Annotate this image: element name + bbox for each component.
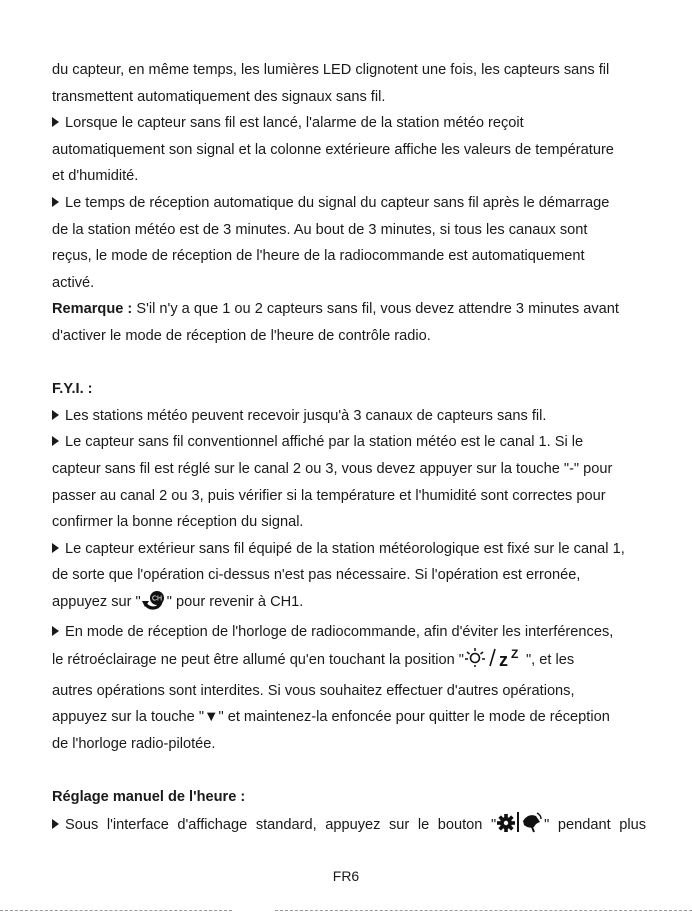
text-line: autres opérations sont interdites. Si vous souhaitez effectuer d'autres opérations, <box>52 682 575 699</box>
text-fragment: " pour revenir à CH1. <box>166 593 304 610</box>
text-line: de la station météo est de 3 minutes. Au bout de 3 minutes, si tous les canaux sont <box>52 221 588 238</box>
page-number: FR6 <box>332 868 360 884</box>
text-line: confirmer la bonne réception du signal. <box>52 514 304 531</box>
bullet-triangle-icon <box>52 117 59 127</box>
fyi-heading: F.Y.I. : <box>52 381 93 398</box>
bullet-text: Le capteur extérieur sans fil équipé de la station météorologique est fixé sur le canal 1, <box>65 540 625 557</box>
text-line: de sorte que l'opération ci-dessus n'est pas nécessaire. Si l'opération est erronée, <box>52 567 581 584</box>
footer-rule-left <box>0 910 232 911</box>
remark-text: S'il n'y a que 1 ou 2 capteurs sans fil, vous devez attendre 3 minutes avant <box>132 301 619 318</box>
gear-alarm-icon <box>496 811 544 843</box>
section-heading: Réglage manuel de l'heure : <box>52 789 246 806</box>
bullet-triangle-icon <box>52 197 59 207</box>
bullet-line <box>52 811 646 843</box>
text-line: de l'horloge radio-pilotée. <box>52 735 216 752</box>
remark-line <box>52 296 646 323</box>
text-line: passer au canal 2 ou 3, puis vérifier si la température et l'humidité sont correctes pour <box>52 487 606 504</box>
bullet-triangle-icon <box>52 819 59 829</box>
bullet-text: Le temps de réception automatique du signal du capteur sans fil après le démarrage <box>65 194 610 211</box>
text-line: capteur sans fil est réglé sur le canal 2 ou 3, vous devez appuyer sur la touche "-" pour <box>52 460 613 477</box>
bullet-line <box>52 536 646 563</box>
bullet-triangle-icon <box>52 543 59 553</box>
bullet-triangle-icon <box>52 436 59 446</box>
text-line: appuyez sur la touche "▼" et maintenez-la enfoncée pour quitter le mode de réception <box>52 709 610 726</box>
light-snooze-icon <box>464 646 526 678</box>
text-fragment: " pendant plus <box>544 816 646 833</box>
footer-rule-right <box>275 910 692 911</box>
svg-text:Z: Z <box>511 647 519 662</box>
text-line: et d'humidité. <box>52 168 139 185</box>
document-body <box>52 57 646 842</box>
svg-text:CH: CH <box>151 595 162 603</box>
svg-text:z: z <box>499 650 508 669</box>
text-line: reçus, le mode de réception de l'heure de la radiocommande est automatiquement <box>52 248 585 265</box>
text-fragment: Sous l'interface d'affichage standard, appuyez sur le bouton " <box>65 816 497 833</box>
bullet-text: Les stations météo peuvent recevoir jusqu'à 3 canaux de capteurs sans fil. <box>65 407 547 424</box>
bullet-text: Lorsque le capteur sans fil est lancé, l'alarme de la station météo reçoit <box>65 115 524 132</box>
bullet-text: En mode de réception de l'horloge de radiocommande, afin d'éviter les interférences, <box>65 624 614 641</box>
bullet-line <box>52 619 646 646</box>
text-fragment: le rétroéclairage ne peut être allumé qu'en touchant la position " <box>52 652 464 669</box>
bullet-text: Le capteur sans fil conventionnel affiché par la station météo est le canal 1. Si le <box>65 434 584 451</box>
text-line <box>52 589 646 620</box>
text-line: automatiquement son signal et la colonne extérieure affiche les valeurs de température <box>52 141 614 158</box>
text-line: du capteur, en même temps, les lumières LED clignotent une fois, les capteurs sans fil <box>52 62 610 78</box>
remark-label: Remarque : <box>52 301 133 318</box>
bullet-line <box>52 190 646 217</box>
text-line: d'activer le mode de réception de l'heure de contrôle radio. <box>52 327 431 344</box>
bullet-line <box>52 429 646 456</box>
text-fragment: ", et les <box>526 652 575 669</box>
bullet-line <box>52 403 646 430</box>
text-line: activé. <box>52 274 95 291</box>
bullet-line <box>52 110 646 137</box>
text-line <box>52 646 646 678</box>
text-line: transmettent automatiquement des signaux sans fil. <box>52 88 386 105</box>
bullet-triangle-icon <box>52 626 59 636</box>
ch-cycle-icon <box>141 590 167 620</box>
text-fragment: appuyez sur " <box>52 593 141 610</box>
bullet-triangle-icon <box>52 410 59 420</box>
